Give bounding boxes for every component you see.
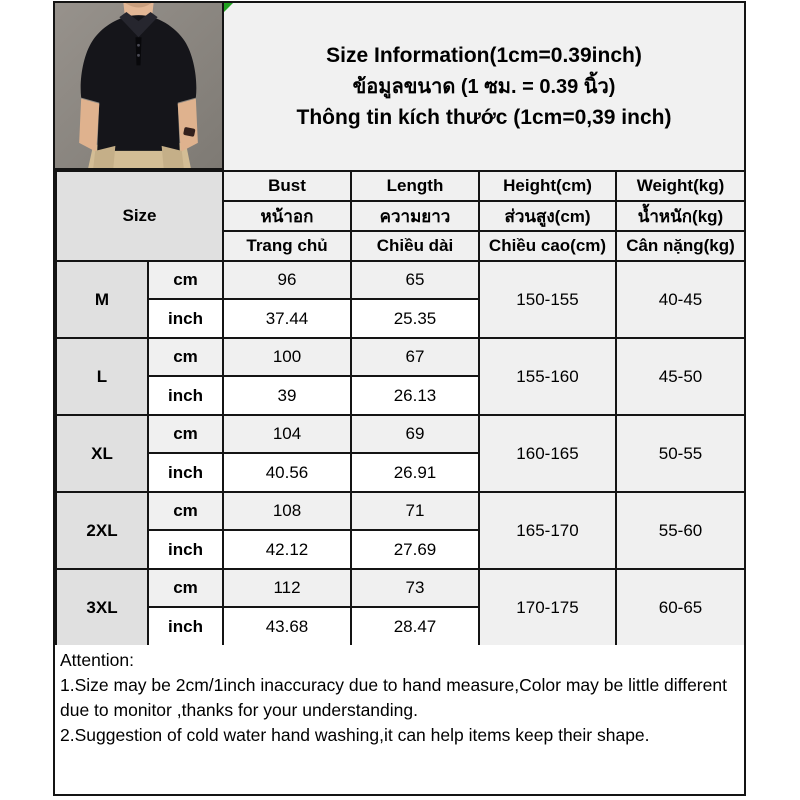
weight-range-value: 50-55: [616, 415, 745, 492]
table-row: [56, 261, 745, 299]
length-cm-value: 65: [351, 261, 479, 299]
attention-heading: Attention:: [60, 650, 134, 670]
bust-inch-value: 42.12: [223, 530, 351, 569]
col-header-weight-vi: Cân nặng(kg): [616, 231, 745, 261]
product-photo: [55, 3, 224, 170]
length-cm-value: 73: [351, 569, 479, 607]
length-inch-value: 28.47: [351, 607, 479, 646]
unit-inch-label: inch: [148, 299, 223, 338]
col-header-bust-th: หน้าอก: [223, 201, 351, 231]
bust-inch-value: 39: [223, 376, 351, 415]
unit-inch-label: inch: [148, 607, 223, 646]
col-header-weight-en: Weight(kg): [616, 171, 745, 201]
unit-cm-label: cm: [148, 569, 223, 607]
size-label-3xl: 3XL: [56, 569, 148, 646]
length-inch-value: 26.13: [351, 376, 479, 415]
height-range-value: 155-160: [479, 338, 616, 415]
title-english: Size Information(1cm=0.39inch): [326, 44, 642, 67]
size-label-2xl: 2XL: [56, 492, 148, 569]
title-vietnamese: Thông tin kích thước (1cm=0,39 inch): [296, 105, 672, 129]
unit-inch-label: inch: [148, 453, 223, 492]
unit-cm-label: cm: [148, 261, 223, 299]
weight-range-value: 45-50: [616, 338, 745, 415]
unit-cm-label: cm: [148, 492, 223, 530]
height-range-value: 150-155: [479, 261, 616, 338]
weight-range-value: 60-65: [616, 569, 745, 646]
col-header-height-vi: Chiều cao(cm): [479, 231, 616, 261]
length-inch-value: 25.35: [351, 299, 479, 338]
title-section: [224, 3, 744, 170]
table-row: [56, 338, 745, 376]
length-inch-value: 26.91: [351, 453, 479, 492]
col-header-length-en: Length: [351, 171, 479, 201]
bust-cm-value: 112: [223, 569, 351, 607]
bust-inch-value: 43.68: [223, 607, 351, 646]
col-header-bust-vi: Trang chủ: [223, 231, 351, 261]
col-header-length-th: ความยาว: [351, 201, 479, 231]
bust-cm-value: 96: [223, 261, 351, 299]
size-label-l: L: [56, 338, 148, 415]
height-range-value: 165-170: [479, 492, 616, 569]
length-inch-value: 27.69: [351, 530, 479, 569]
table-row: [56, 569, 745, 607]
size-label-xl: XL: [56, 415, 148, 492]
attention-note-2: 2.Suggestion of cold water hand washing,it can help items keep their shape.: [60, 725, 650, 745]
bust-cm-value: 108: [223, 492, 351, 530]
green-corner-marker-icon: [224, 3, 233, 12]
bust-cm-value: 100: [223, 338, 351, 376]
col-header-weight-th: น้ำหนัก(kg): [616, 201, 745, 231]
size-column-header: Size: [56, 171, 223, 261]
length-cm-value: 67: [351, 338, 479, 376]
length-cm-value: 69: [351, 415, 479, 453]
attention-note-1: 1.Size may be 2cm/1inch inaccuracy due to hand measure,Color may be little different due to monitor ,thanks for your understanding.: [60, 675, 727, 720]
title-thai: ข้อมูลขนาด (1 ซม. = 0.39 นิ้ว): [352, 75, 616, 98]
col-header-height-th: ส่วนสูง(cm): [479, 201, 616, 231]
weight-range-value: 40-45: [616, 261, 745, 338]
unit-cm-label: cm: [148, 338, 223, 376]
col-header-height-en: Height(cm): [479, 171, 616, 201]
col-header-length-vi: Chiều dài: [351, 231, 479, 261]
bust-inch-value: 40.56: [223, 453, 351, 492]
model-black-polo-illustration: [55, 3, 222, 168]
size-table: [55, 170, 746, 647]
height-range-value: 170-175: [479, 569, 616, 646]
weight-range-value: 55-60: [616, 492, 745, 569]
unit-inch-label: inch: [148, 530, 223, 569]
size-chart-sheet: [53, 1, 746, 796]
bust-cm-value: 104: [223, 415, 351, 453]
attention-section: [55, 645, 744, 794]
unit-inch-label: inch: [148, 376, 223, 415]
height-range-value: 160-165: [479, 415, 616, 492]
bust-inch-value: 37.44: [223, 299, 351, 338]
table-row: [56, 415, 745, 453]
length-cm-value: 71: [351, 492, 479, 530]
unit-cm-label: cm: [148, 415, 223, 453]
size-label-m: M: [56, 261, 148, 338]
col-header-bust-en: Bust: [223, 171, 351, 201]
table-row: [56, 492, 745, 530]
